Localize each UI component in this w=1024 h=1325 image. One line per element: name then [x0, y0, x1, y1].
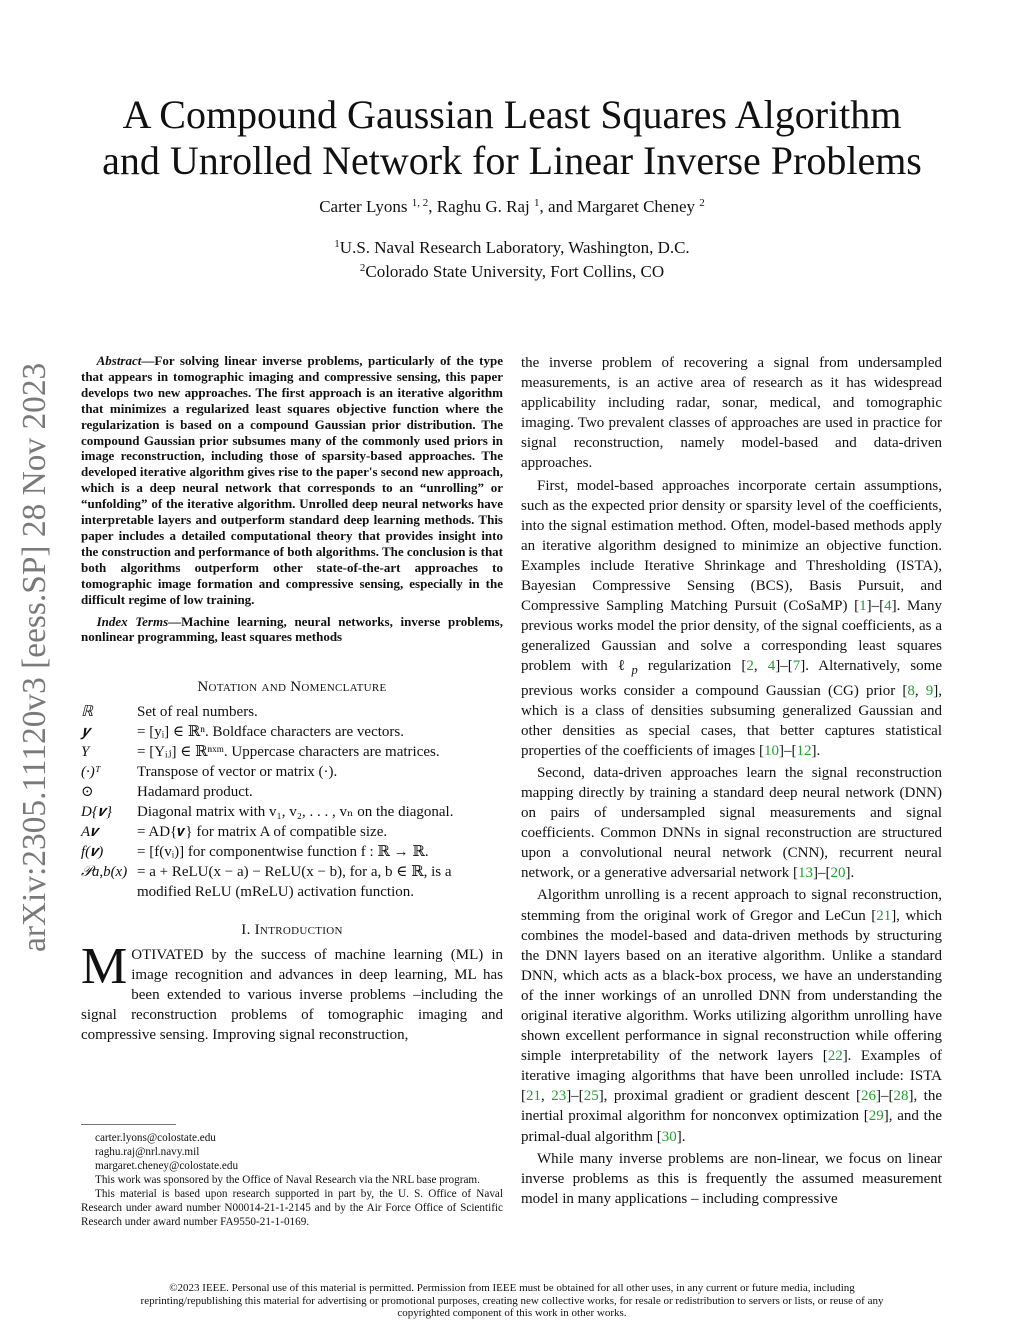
body-text: ]. — [676, 1128, 686, 1145]
footnotes — [81, 1131, 503, 1229]
notation-item — [81, 782, 503, 802]
citation-link[interactable]: 29 — [868, 1108, 884, 1125]
paper-title — [60, 92, 964, 184]
title-line-1: A Compound Gaussian Least Squares Algorithm — [122, 92, 902, 137]
author-name: , Raghu G. Raj — [428, 197, 535, 216]
citation-link[interactable]: 10 — [763, 742, 779, 759]
right-column — [521, 353, 942, 1209]
notation-item — [81, 802, 503, 822]
notation-item — [81, 722, 503, 742]
copyright-notice — [90, 1282, 934, 1320]
subscript: p — [631, 663, 638, 678]
left-column — [81, 353, 503, 1045]
body-text: ]–[ — [866, 598, 885, 615]
citation-link[interactable]: 21 — [526, 1088, 541, 1105]
affiliation-marker: 1 — [334, 238, 340, 250]
notation-item — [81, 742, 503, 762]
body-text: ], which combines the model-based and data-driven methods by structuring the DNN layers based on an iterative algorithm. Unlike a standard DNN, which acts as a black-box process, we have an understanding of the inner workings of an unrolled DNN from understanding the original iterative algorithm. Works utilizing algorithm unrolling have shown excellent performance in signal reconstruction while offering simple interpretability of the network layers [ — [521, 907, 942, 1065]
notation-symbol: 𝒫a,b(x) — [81, 864, 128, 881]
notation-symbol: Y — [81, 744, 90, 761]
introduction-text: OTIVATED by the success of machine learning (ML) in image recognition and advances in deep learning, ML has been extended to various inverse problems –including the signal reconstruction problems of tomographic imaging and compressive sensing. Improving signal reconstruction, — [81, 947, 503, 1044]
author-list — [60, 196, 964, 218]
index-terms-text: —Machine learning, neural networks, inverse problems, nonlinear programming, least squares methods — [81, 613, 503, 645]
copyright-line: copyrighted component of this work in other works. — [397, 1307, 627, 1319]
body-text: regularization [ — [637, 658, 747, 675]
body-text: ]–[ — [778, 742, 797, 759]
body-text: ]–[ — [812, 865, 831, 882]
notation-item — [81, 762, 503, 782]
notation-list — [81, 702, 503, 902]
notation-definition: = a + ReLU(x − a) − ReLU(x − b), for a, b ∈ ℝ, is a modified ReLU (mReLU) activation function. — [137, 864, 452, 901]
citation-link[interactable]: 8 — [907, 682, 915, 699]
citation-link[interactable]: 30 — [661, 1128, 677, 1145]
abstract — [81, 353, 503, 608]
citation-link[interactable]: 25 — [583, 1088, 599, 1105]
introduction-paragraph — [81, 938, 503, 1045]
notation-item — [81, 862, 503, 902]
footnote-email: carter.lyons@colostate.edu — [95, 1132, 216, 1144]
affiliation-marker: 1, 2 — [411, 197, 429, 209]
citation-link[interactable]: 12 — [796, 742, 812, 759]
affiliation-text: U.S. Naval Research Laboratory, Washington, D.C. — [339, 238, 690, 257]
body-text: , — [914, 682, 926, 699]
abstract-label: Abstract — [96, 353, 142, 368]
notation-symbol: D{𝒗} — [81, 804, 112, 821]
notation-item — [81, 822, 503, 842]
citation-link[interactable]: 7 — [792, 658, 801, 675]
body-text: ], proximal gradient or gradient descent [ — [598, 1088, 861, 1105]
citation-link[interactable]: 2 — [746, 658, 754, 675]
notation-definition: = AD{𝒗} for matrix A of compatible size. — [137, 824, 388, 841]
notation-definition: Set of real numbers. — [137, 704, 258, 721]
citation-link[interactable]: 4 — [767, 658, 776, 675]
footnote-email: raghu.raj@nrl.navy.mil — [95, 1146, 200, 1158]
citation-link[interactable]: 21 — [876, 907, 892, 924]
citation-link[interactable]: 28 — [893, 1088, 909, 1105]
index-terms — [81, 614, 503, 646]
citation-link[interactable]: 13 — [797, 865, 813, 882]
index-terms-label: Index Terms — [96, 613, 169, 629]
affiliation-marker: 1 — [534, 197, 540, 209]
citation-link[interactable]: 1 — [859, 598, 867, 615]
notation-symbol: A𝒗 — [81, 824, 99, 841]
affiliations — [60, 236, 964, 284]
notation-item — [81, 842, 503, 862]
author-name: , and Margaret Cheney — [539, 197, 700, 216]
citation-link[interactable]: 4 — [884, 598, 892, 615]
title-line-2: and Unrolled Network for Linear Inverse Problems — [102, 138, 922, 183]
body-text: , — [753, 658, 768, 675]
affiliation-text: Colorado State University, Fort Collins, CO — [365, 262, 665, 281]
notation-symbol: ℝ — [81, 704, 93, 721]
citation-link[interactable]: 22 — [827, 1048, 843, 1065]
body-text: ]–[ — [566, 1088, 584, 1105]
notation-symbol: ⊙ — [81, 784, 94, 801]
body-text: ], and the primal-dual algorithm [ — [521, 1108, 942, 1145]
citation-link[interactable]: 26 — [860, 1088, 876, 1105]
body-paragraph — [521, 476, 942, 761]
abstract-text: —For solving linear inverse problems, particularly of the type that appears in tomographic imaging and compressive sensing, this paper develops two new approaches. The first approach is an iterative algorithm that minimizes a regularized least squares objective function where the regularization is based on a compound Gaussian prior distribution. The compound Gaussian prior subsumes many of the commonly used priors in image reconstruction, including those of sparsity-based approaches. The developed iterative algorithm gives rise to the paper's second new approach, which is a deep neural network that corresponds to an “unrolling” or “unfolding” of the iterative algorithm. Unrolled deep neural networks have interpretable layers and outperform standard deep learning methods. This paper includes a detailed computational theory that provides insight into the construction and performance of both algorithms. The conclusion is that both algorithms outperform other state-of-the-art approaches to tomographic image formation and compressive sensing, especially in the difficult regime of low training. — [81, 353, 503, 607]
notation-definition: Transpose of vector or matrix (·). — [137, 764, 338, 781]
body-text: ]. Alternatively, some previous works consider a compound Gaussian (CG) prior [ — [521, 658, 943, 699]
notation-definition: = [yᵢ] ∈ ℝⁿ. Boldface characters are vectors. — [137, 724, 404, 741]
notation-heading: Notation and Nomenclature — [197, 679, 387, 696]
body-text: Second, data-driven approaches learn the signal reconstruction mapping directly by training a standard deep neural network (DNN) on pairs of undersampled signal measurements and signal coefficients. Common DNNs in signal reconstruction are structured upon a convolutional neural network (CNN), recurrent neural network, or a generative adversarial network [ — [521, 764, 942, 882]
body-text: ], which is a class of densities subsuming generalized Gaussian and other densities as special cases, that better captures statistical properties of the coefficients of images [ — [521, 682, 942, 759]
body-paragraph — [521, 885, 942, 1146]
notation-symbol: (·)ᵀ — [81, 764, 101, 781]
notation-symbol: f(𝒗) — [81, 844, 104, 861]
body-text: ]. Many previous works model the prior density, of the signal coefficients, as a generalized Gaussian and solve a corresponding least squares problem with ℓ — [521, 598, 942, 675]
notation-item — [81, 702, 503, 722]
notation-definition: Diagonal matrix with v₁, v₂, . . . , vₙ on the diagonal. — [137, 804, 454, 821]
notation-definition: = [Yᵢⱼ] ∈ ℝⁿˣᵐ. Uppercase characters are matrices. — [137, 744, 440, 761]
notation-definition: = [f(vᵢ)] for componentwise function f : ℝ → ℝ. — [137, 844, 429, 861]
footnote-support: This material is based upon research supported in part by, the U. S. Office of Naval Research under award number N00014-21-1-2145 and by the Air Force Office of Scientific Research under award number FA9550-21-1-0169. — [81, 1188, 503, 1228]
footnote-divider — [81, 1124, 176, 1125]
body-text: ]–[ — [775, 658, 793, 675]
body-paragraph: the inverse problem of recovering a signal from undersampled measurements, is an active area of research as it has widespread applicability including radar, sonar, medical, and tomographic imaging. Two prevalent classes of approaches are used in practice for signal reconstruction, namely model-based and data-driven approaches. — [521, 355, 942, 472]
body-text: ]–[ — [875, 1088, 894, 1105]
introduction-heading: I. Introduction — [241, 922, 343, 939]
notation-symbol: 𝒚 — [81, 724, 91, 741]
affiliation-marker: 2 — [699, 197, 705, 209]
footnote-sponsor: This work was sponsored by the Office of Naval Research via the NRL base program. — [95, 1174, 480, 1186]
body-text: ]. Examples of iterative imaging algorithms that have been unrolled include: ISTA [ — [521, 1048, 942, 1105]
arxiv-id: arXiv:2305.11120v3 [eess.SP] 28 Nov 2023 — [16, 362, 53, 952]
author-name: Carter Lyons — [319, 197, 412, 216]
body-text: ]. — [811, 742, 821, 759]
citation-link[interactable]: 20 — [830, 865, 846, 882]
affiliation-2 — [60, 260, 964, 284]
footnote-email: margaret.cheney@colostate.edu — [95, 1160, 239, 1172]
copyright-line: ©2023 IEEE. Personal use of this material is permitted. Permission from IEEE must be obtained for all other uses, in any current or future media, including — [169, 1282, 855, 1294]
body-text: ], the inertial proximal algorithm for nonconvex optimization [ — [521, 1088, 942, 1125]
citation-link[interactable]: 23 — [551, 1088, 567, 1105]
affiliation-1 — [60, 236, 964, 260]
body-paragraph: While many inverse problems are non-linear, we focus on linear inverse problems as this is frequently the assumed measurement model in many applications – including compressive — [521, 1150, 942, 1207]
affiliation-marker: 2 — [359, 262, 366, 274]
notation-definition: Hadamard product. — [137, 784, 253, 801]
arxiv-stamp — [3, 345, 61, 960]
citation-link[interactable]: 9 — [925, 682, 934, 699]
copyright-line: reprinting/republishing this material for advertising or promotional purposes, creating new collective works, for resale or redistribution to servers or lists, or reuse of any — [140, 1294, 884, 1307]
body-text: Algorithm unrolling is a recent approach to signal reconstruction, stemming from the original work of Gregor and LeCun [ — [521, 887, 942, 924]
body-text: , — [541, 1088, 552, 1105]
drop-cap: M — [81, 938, 128, 996]
body-paragraph — [521, 763, 942, 884]
body-text: First, model-based approaches incorporate certain assumptions, such as the expected prior density or sparsity level of the coefficients, into the signal estimation method. Often, model-based methods apply an iterative algorithm designed to minimize an objective function. Examples include Iterative Shrinkage and Thresholding (ISTA), Bayesian Compressive Sensing (BCS), Basis Pursuit, and Compressive Sampling Matching Pursuit (CoSaMP) [ — [521, 477, 942, 615]
body-text: ]. — [845, 865, 855, 882]
